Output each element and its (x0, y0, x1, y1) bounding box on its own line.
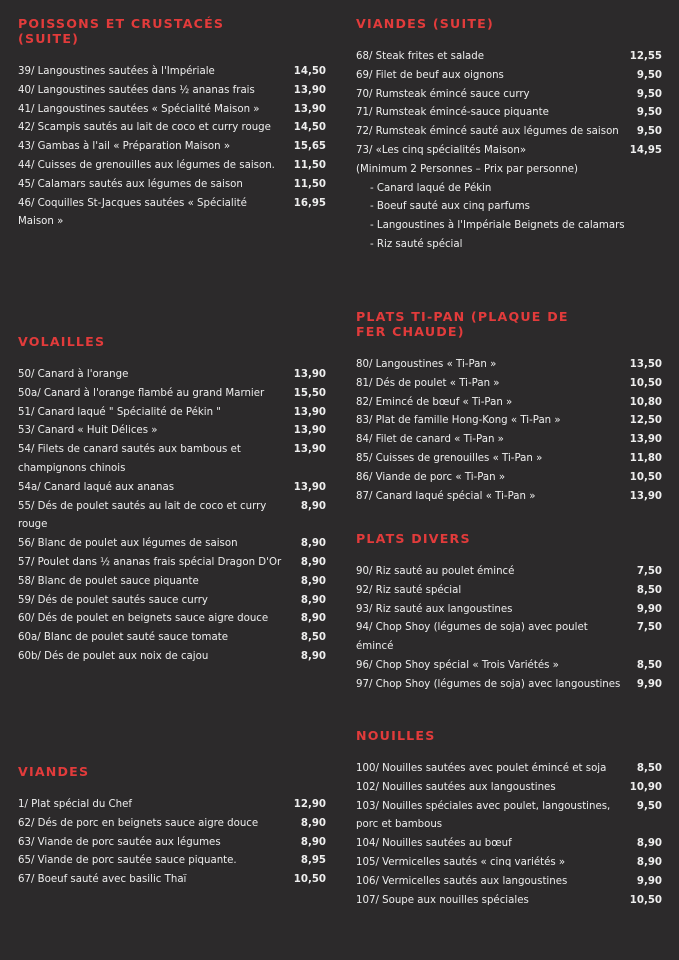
menu-item (18, 385, 326, 404)
menu-item (18, 535, 326, 554)
menu-item-price: 11,50 (293, 178, 326, 190)
section-poissons (18, 16, 326, 232)
menu-item-price: 9,50 (636, 800, 662, 812)
menu-item-name: 85/ Cuisses de grenouilles « Ti-Pan » (356, 452, 543, 464)
menu-item-price: 8,90 (300, 650, 326, 662)
menu-item-name: 1/ Plat spécial du Chef (18, 799, 132, 810)
menu-item-price: 9,90 (636, 678, 662, 690)
menu-item-name: 39/ Langoustines sautées à l'Impériale (18, 66, 215, 77)
menu-item-name: 71/ Rumsteak émincé-sauce piquante (356, 107, 549, 119)
section-title: VIANDES (SUITE) (356, 16, 494, 31)
menu-item-price: 8,50 (300, 632, 326, 644)
menu-item (356, 412, 662, 431)
menu-item (18, 82, 326, 101)
menu-item-price: 10,50 (629, 471, 662, 483)
menu-item-name: 83/ Plat de famille Hong-Kong « Ti-Pan » (356, 415, 561, 427)
menu-item-price: 8,90 (300, 500, 326, 512)
menu-item-price: 12,50 (629, 415, 662, 427)
menu-item-price: 15,65 (293, 141, 326, 153)
menu-item (356, 892, 662, 911)
menu-item-price: 8,90 (636, 856, 662, 868)
menu-item-price: 9,90 (636, 603, 662, 615)
menu-item-name: 65/ Viande de porc sautée sauce piquante. (18, 855, 237, 867)
section-viandes-suite (356, 16, 662, 255)
menu-item (18, 138, 326, 157)
menu-item (18, 648, 326, 667)
menu-item (18, 479, 326, 498)
menu-item-price: 8,90 (300, 613, 326, 625)
menu-item-price: 14,95 (629, 144, 662, 156)
menu-item (18, 871, 326, 890)
menu-item (356, 619, 662, 657)
menu-item (356, 835, 662, 854)
sub-items (356, 180, 662, 255)
section-title: VIANDES (18, 764, 90, 779)
menu-item-name: 57/ Poulet dans ½ ananas frais spécial Dragon D'Or (18, 556, 282, 568)
menu-item-name: 70/ Rumsteak émincé sauce curry (356, 88, 530, 100)
menu-item (356, 431, 662, 450)
menu-item-name: 87/ Canard laqué spécial « Ti-Pan » (356, 490, 536, 502)
menu-item (18, 441, 326, 479)
menu-item-name: 69/ Filet de beuf aux oignons (356, 69, 504, 81)
section-tipan (356, 309, 662, 506)
menu-item-price: 10,50 (629, 894, 662, 906)
section-title: POISSONS ET CRUSTACÉS (SUITE) (18, 16, 225, 46)
menu-item-price: 14,50 (293, 66, 326, 77)
menu-item (18, 498, 326, 536)
menu-item (18, 422, 326, 441)
menu-item (356, 86, 662, 105)
menu-item-name: 68/ Steak frites et salade (356, 51, 485, 62)
menu-list (356, 563, 662, 695)
menu-item-price: 8,90 (300, 575, 326, 587)
menu-item-name: 56/ Blanc de poulet aux légumes de saison (18, 538, 238, 550)
menu-item-price: 8,90 (300, 817, 326, 829)
menu-item-price: 15,50 (293, 387, 326, 399)
menu-item-name: 50a/ Canard à l'orange flambé au grand Marnier (18, 387, 265, 399)
menu-item (356, 779, 662, 798)
menu-item (356, 142, 662, 161)
menu-item (18, 404, 326, 423)
section-nouilles (356, 728, 662, 910)
menu-item (18, 157, 326, 176)
menu-item-price: 11,50 (293, 159, 326, 171)
menu-item-name: 82/ Emincé de bœuf « Ti-Pan » (356, 396, 513, 408)
menu-item (356, 469, 662, 488)
menu-item-name: 72/ Rumsteak émincé sauté aux légumes de saison (356, 126, 619, 138)
menu-list (18, 366, 326, 667)
menu-item (356, 676, 662, 695)
menu-item (18, 573, 326, 592)
menu-item-price: 13,90 (629, 490, 662, 502)
menu-item-name: 80/ Langoustines « Ti-Pan » (356, 359, 497, 370)
menu-item-name: 73/ «Les cinq spécialités Maison» (356, 144, 527, 156)
note-text: (Minimum 2 Personnes – Prix par personne) (356, 163, 578, 175)
menu-item-price: 7,50 (636, 622, 662, 634)
menu-item-price: 10,50 (293, 874, 326, 886)
menu-item-name: 51/ Canard laqué " Spécialité de Pékin " (18, 406, 221, 418)
menu-item-price: 8,50 (636, 659, 662, 671)
menu-item-price: 10,50 (629, 377, 662, 389)
menu-item (18, 63, 326, 82)
menu-item-price: 13,90 (293, 406, 326, 418)
menu-item-name: 107/ Soupe aux nouilles spéciales (356, 894, 529, 906)
menu-item (18, 815, 326, 834)
menu-item-price: 9,50 (636, 107, 662, 119)
menu-item-price: 10,90 (629, 781, 662, 793)
menu-item-name: 60a/ Blanc de poulet sauté sauce tomate (18, 632, 228, 644)
section-title: PLATS DIVERS (356, 531, 471, 546)
menu-item-price: 8,90 (300, 556, 326, 568)
menu-item-price: 8,95 (300, 855, 326, 867)
menu-item-name: 44/ Cuisses de grenouilles aux légumes de saison. (18, 159, 275, 171)
sub-item: - Riz sauté spécial (370, 238, 463, 250)
menu-item (356, 104, 662, 123)
section-title: VOLAILLES (18, 334, 106, 349)
menu-item-name: 94/ Chop Shoy (légumes de soja) avec poulet émincé (356, 622, 588, 653)
menu-item-name: 41/ Langoustines sautées « Spécialité Maison » (18, 103, 260, 115)
menu-item-price: 14,50 (293, 122, 326, 134)
sub-item: - Canard laqué de Pékin (370, 182, 492, 194)
menu-item (356, 798, 662, 836)
menu-item (356, 854, 662, 873)
menu-item (18, 176, 326, 195)
menu-item-name: 105/ Vermicelles sautés « cinq variétés » (356, 856, 566, 868)
menu-item-name: 42/ Scampis sautés au lait de coco et curry rouge (18, 122, 271, 134)
menu-item-price: 12,55 (629, 51, 662, 62)
menu-item-name: 106/ Vermicelles sautés aux langoustines (356, 875, 568, 887)
menu-item (356, 563, 662, 582)
menu-item-name: 43/ Gambas à l'ail « Préparation Maison » (18, 141, 231, 153)
menu-item-price: 8,50 (636, 763, 662, 774)
menu-item-price: 7,50 (636, 566, 662, 577)
menu-item-name: 45/ Calamars sautés aux légumes de saison (18, 178, 243, 190)
menu-item (356, 873, 662, 892)
menu-item (18, 195, 326, 233)
menu-item-name: 59/ Dés de poulet sautés sauce curry (18, 594, 208, 606)
menu-item (18, 119, 326, 138)
menu-item-price: 13,90 (293, 103, 326, 115)
menu-item-name: 103/ Nouilles spéciales avec poulet, langoustines, porc et bambous (356, 800, 611, 831)
menu-item-name: 40/ Langoustines sautées dans ½ ananas frais (18, 84, 255, 96)
menu-item-name: 60/ Dés de poulet en beignets sauce aigre douce (18, 613, 269, 625)
menu-item (18, 852, 326, 871)
menu-item (356, 488, 662, 507)
menu-list (18, 63, 326, 232)
menu-item (356, 394, 662, 413)
menu-list (356, 760, 662, 910)
menu-item-price: 13,90 (629, 434, 662, 446)
menu-item-name: 55/ Dés de poulet sautés au lait de coco et curry rouge (18, 500, 267, 531)
section-viandes (18, 764, 326, 890)
menu-item (356, 48, 662, 67)
menu-item-price: 8,90 (300, 836, 326, 848)
menu-item-price: 8,90 (300, 594, 326, 606)
menu-item-price: 9,50 (636, 126, 662, 138)
menu-item-price: 13,90 (293, 425, 326, 437)
menu-item (356, 601, 662, 620)
menu-list (18, 796, 326, 890)
menu-item-price: 13,90 (293, 369, 326, 380)
section-volailles (18, 334, 326, 667)
menu-item (356, 760, 662, 779)
section-divers (356, 531, 662, 695)
menu-item (356, 67, 662, 86)
menu-item-name: 67/ Boeuf sauté avec basilic Thaï (18, 874, 187, 886)
menu-item-name: 92/ Riz sauté spécial (356, 584, 462, 596)
menu-item-price: 13,90 (293, 444, 326, 456)
menu-list (356, 356, 662, 506)
menu-item-name: 46/ Coquilles St-Jacques sautées « Spécialité Maison » (18, 197, 247, 228)
menu-item-name: 104/ Nouilles sautées au bœuf (356, 838, 512, 850)
menu-item-price: 11,80 (629, 452, 662, 464)
menu-item-name: 84/ Filet de canard « Ti-Pan » (356, 434, 504, 446)
menu-item-name: 54/ Filets de canard sautés aux bambous et champignons chinois (18, 444, 241, 474)
menu-item-name: 62/ Dés de porc en beignets sauce aigre douce (18, 817, 259, 829)
section-title: NOUILLES (356, 728, 436, 743)
menu-item-price: 8,90 (636, 838, 662, 850)
section-title: PLATS TI-PAN (PLAQUE DE FER CHAUDE) (356, 309, 569, 339)
menu-item-price: 12,90 (293, 799, 326, 810)
menu-item-price: 8,90 (300, 538, 326, 550)
menu-item (356, 356, 662, 375)
menu-item-name: 93/ Riz sauté aux langoustines (356, 603, 513, 615)
menu-item-name: 81/ Dés de poulet « Ti-Pan » (356, 377, 500, 389)
menu-item-price: 8,50 (636, 584, 662, 596)
sub-item: - Langoustines à l'Impériale Beignets de calamars (370, 220, 625, 232)
menu-item-price: 9,90 (636, 875, 662, 887)
menu-item-price: 13,50 (629, 359, 662, 370)
menu-list (356, 48, 662, 161)
menu-item (18, 610, 326, 629)
menu-item (356, 450, 662, 469)
menu-item-price: 13,90 (293, 84, 326, 96)
menu-item (18, 366, 326, 385)
menu-item-price: 13,90 (293, 481, 326, 493)
menu-item-name: 63/ Viande de porc sautée aux légumes (18, 836, 221, 848)
menu-item-name: 86/ Viande de porc « Ti-Pan » (356, 471, 506, 483)
sub-item: - Boeuf sauté aux cinq parfums (370, 201, 530, 213)
menu-item-price: 9,50 (636, 88, 662, 100)
menu-item-name: 90/ Riz sauté au poulet émincé (356, 566, 515, 577)
menu-item-name: 50/ Canard à l'orange (18, 369, 129, 380)
menu-item-price: 16,95 (293, 197, 326, 209)
menu-item (356, 582, 662, 601)
menu-item (18, 834, 326, 853)
menu-item-name: 97/ Chop Shoy (légumes de soja) avec langoustines (356, 678, 621, 690)
menu-item-name: 58/ Blanc de poulet sauce piquante (18, 575, 199, 587)
menu-item (18, 629, 326, 648)
menu-item (356, 123, 662, 142)
menu-item (356, 375, 662, 394)
menu-item-name: 102/ Nouilles sautées aux langoustines (356, 781, 556, 793)
menu-item-name: 100/ Nouilles sautées avec poulet émincé et soja (356, 763, 607, 774)
menu-item-name: 96/ Chop Shoy spécial « Trois Variétés » (356, 659, 559, 671)
menu-item-price: 10,80 (629, 396, 662, 408)
menu-item (18, 592, 326, 611)
menu-item-name: 54a/ Canard laqué aux ananas (18, 481, 175, 493)
menu-item (18, 101, 326, 120)
menu-item-price: 9,50 (636, 69, 662, 81)
menu-item (356, 657, 662, 676)
menu-item (18, 796, 326, 815)
menu-item-name: 53/ Canard « Huit Délices » (18, 425, 158, 437)
menu-item (18, 554, 326, 573)
menu-item-name: 60b/ Dés de poulet aux noix de cajou (18, 650, 209, 662)
